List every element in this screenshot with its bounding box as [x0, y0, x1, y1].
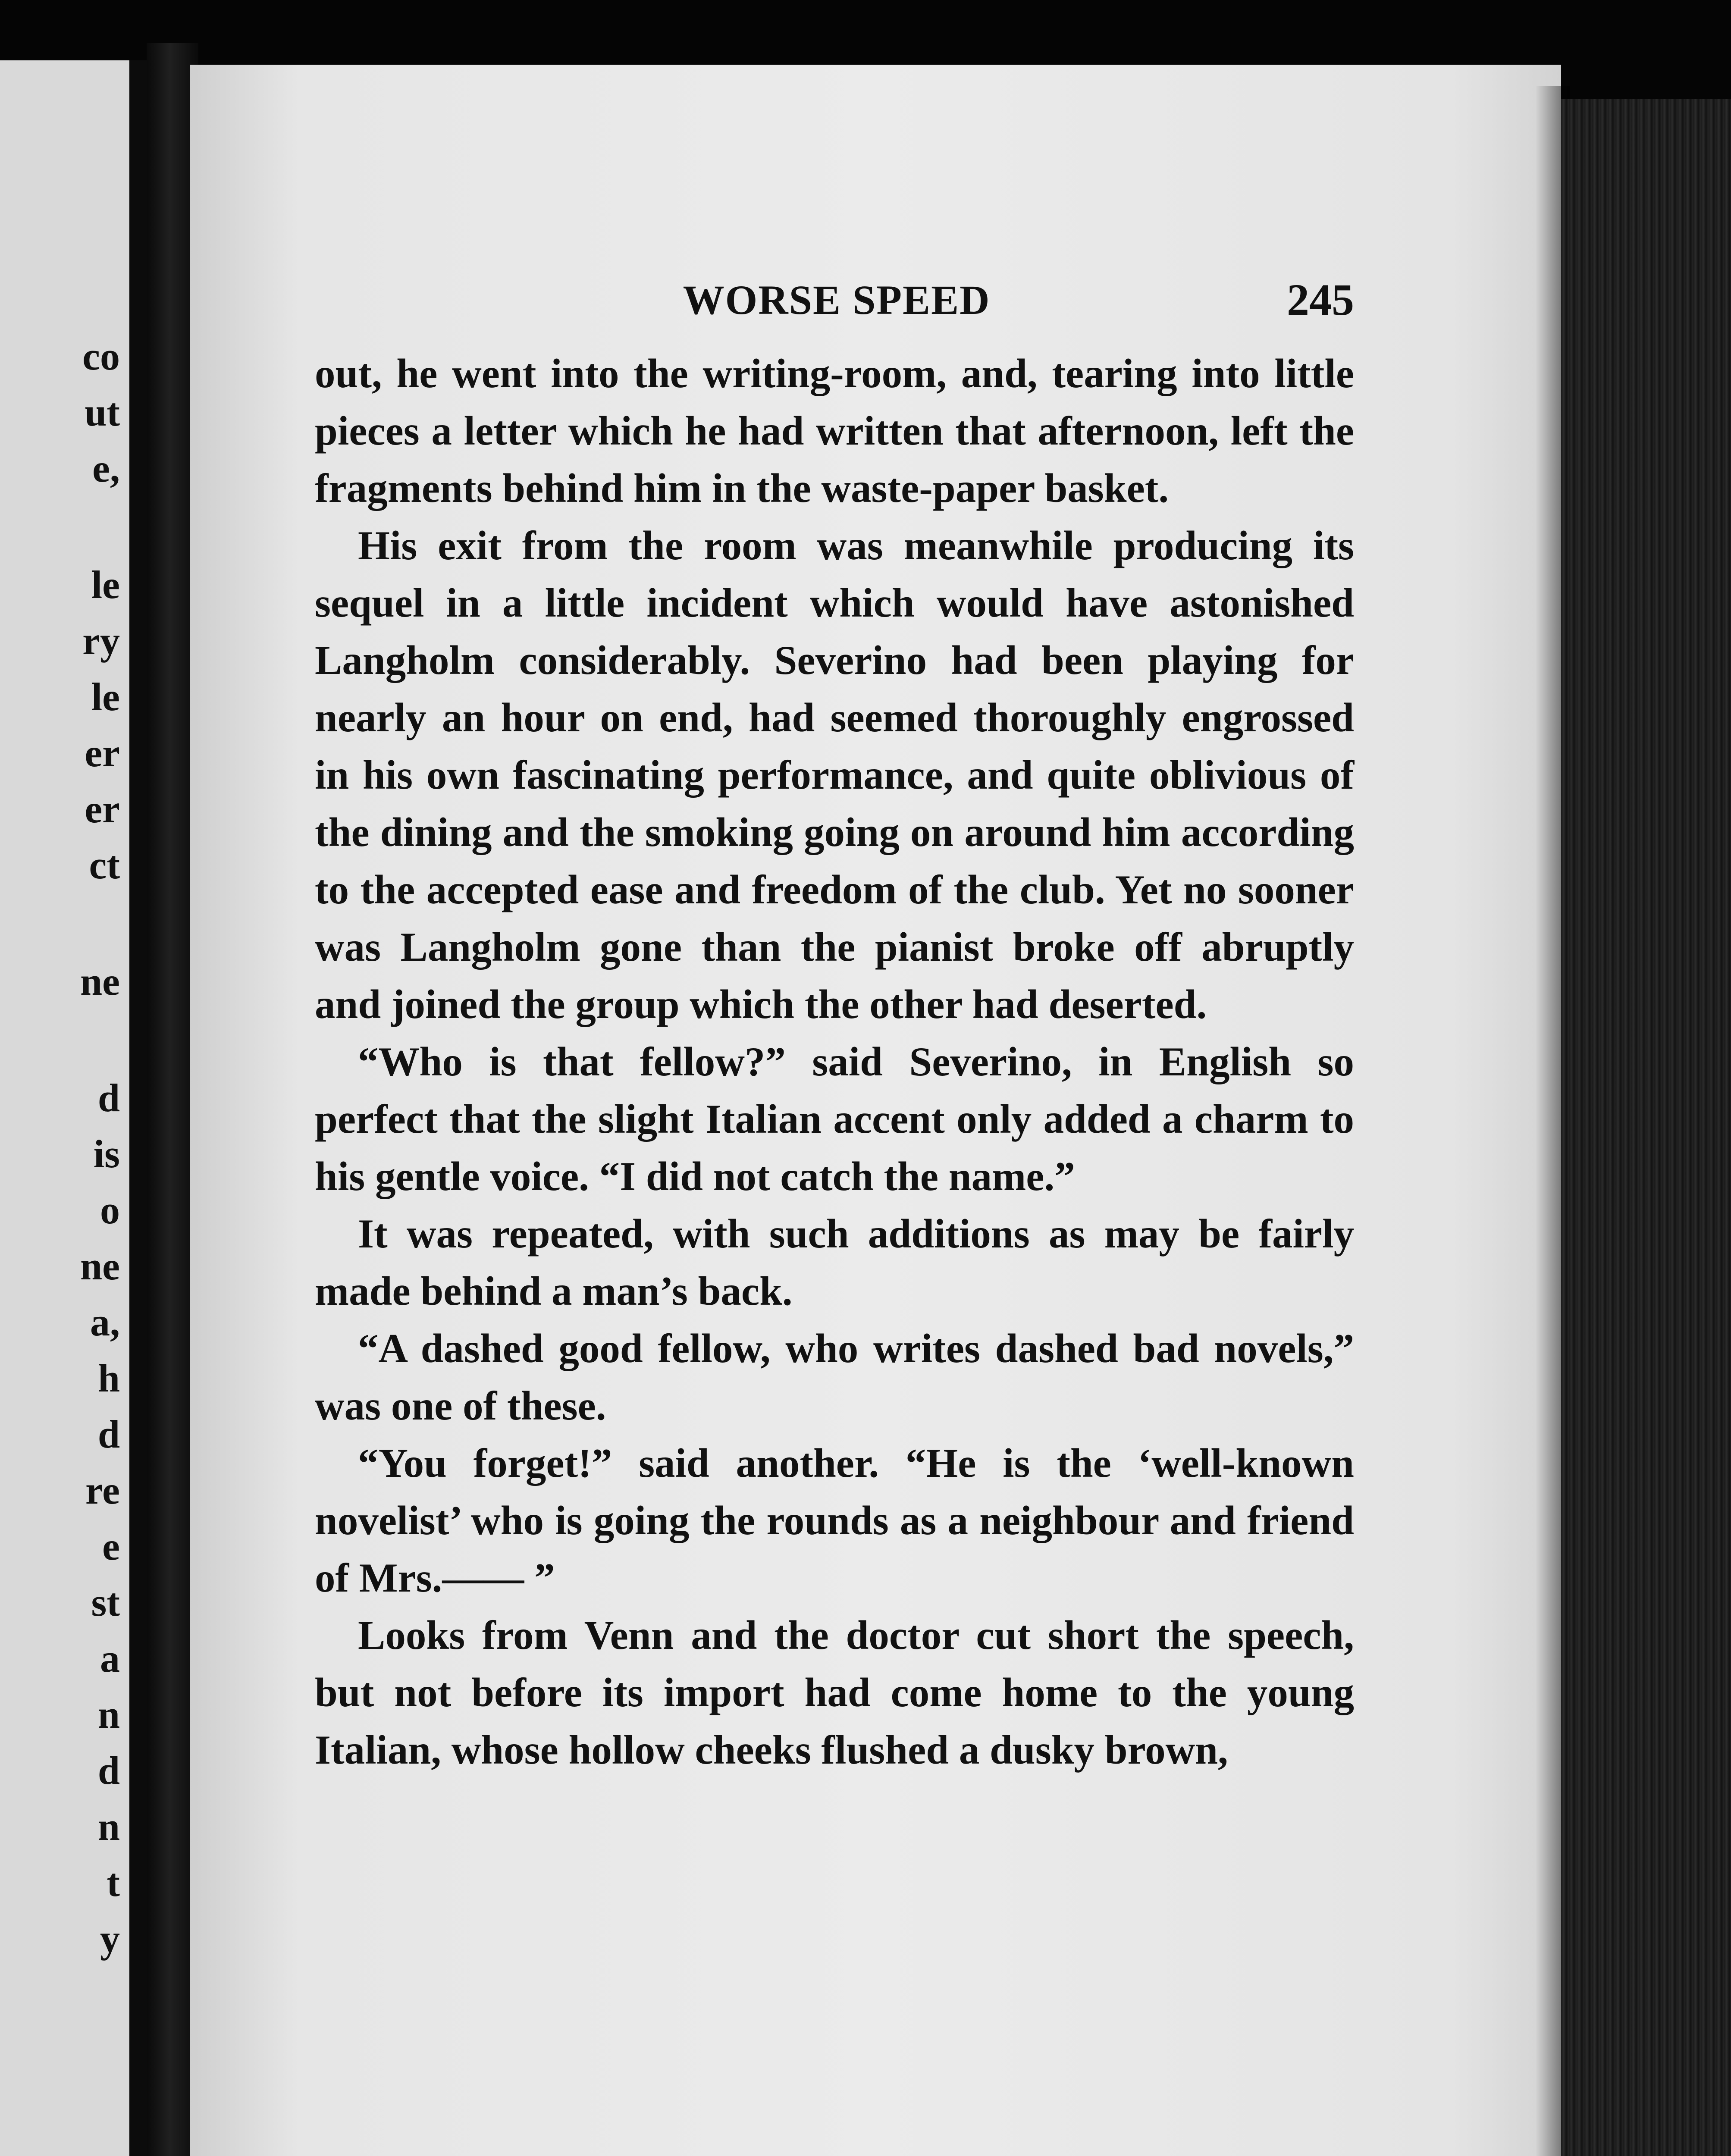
running-head-title: WORSE SPEED [683, 277, 991, 323]
fragment: le [91, 675, 120, 719]
fragment: le [91, 563, 120, 607]
fragment: d [97, 1076, 120, 1120]
paragraph: “A dashed good fellow, who writes dashed bad novels,” was one of these. [315, 1326, 1354, 1429]
fragment: n [97, 1805, 120, 1849]
fragment: ne [80, 1244, 120, 1288]
fragment: d [97, 1412, 120, 1456]
fragment: ut [85, 390, 120, 434]
previous-page-edge [0, 60, 147, 2156]
paragraph: “Who is that fellow?” said Severino, in English so perfect that the slight Italian accent only added a charm to his gentle voice. “I did not catch the name.” [315, 1039, 1354, 1199]
body-text [315, 345, 1354, 1779]
paragraph: Looks from Venn and the doctor cut short the speech, but not before its import had come home to the young Italian, whose hollow cheeks flushed a dusky brown, [315, 1612, 1354, 1773]
paragraph: It was repeated, with such additions as may be fairly made behind a man’s back. [315, 1211, 1354, 1314]
fragment: a, [90, 1300, 120, 1344]
fragment: d [97, 1749, 120, 1792]
page-block-edge [1561, 99, 1731, 2156]
fragment: re [85, 1468, 120, 1512]
fragment: o [100, 1188, 120, 1232]
fragment: co [82, 334, 120, 378]
fragment: st [91, 1580, 120, 1624]
running-head [319, 272, 1354, 328]
fragment: n [97, 1692, 120, 1736]
fragment: h [97, 1356, 120, 1400]
fragment: e [102, 1524, 120, 1568]
paragraph: His exit from the room was meanwhile producing its sequel in a little incident which would have astonished Langholm considerably. Severino had been playing for nearly an hour on end, had seemed thoroughly engrossed in his own fascinating performance, and quite oblivious of the dining and the smoking going on around him according to the accepted ease and freedom of the club. Yet no sooner was Langholm gone than the pianist broke off abruptly and joined the group which the other had deserted. [315, 523, 1354, 1027]
page-number: 245 [1287, 275, 1354, 325]
fragment: e, [92, 446, 120, 490]
fragment: ct [89, 843, 120, 887]
fragment: ry [82, 619, 120, 663]
fragment: er [85, 787, 120, 831]
paragraph: “You forget!” said another. “He is the ‘well-known novelist’ who is going the rounds as a neighbour and friend of Mrs.—— ” [315, 1440, 1354, 1601]
paragraph: out, he went into the writing-room, and, tearing into little pieces a letter which he had written that afternoon, left the fragments behind him in the waste-paper basket. [315, 351, 1354, 511]
fragment: a [100, 1636, 120, 1680]
fragment: is [93, 1132, 120, 1176]
fragment: ne [80, 959, 120, 1003]
fragment: er [85, 731, 120, 775]
fragment: y [100, 1917, 120, 1961]
fragment: t [107, 1861, 120, 1905]
